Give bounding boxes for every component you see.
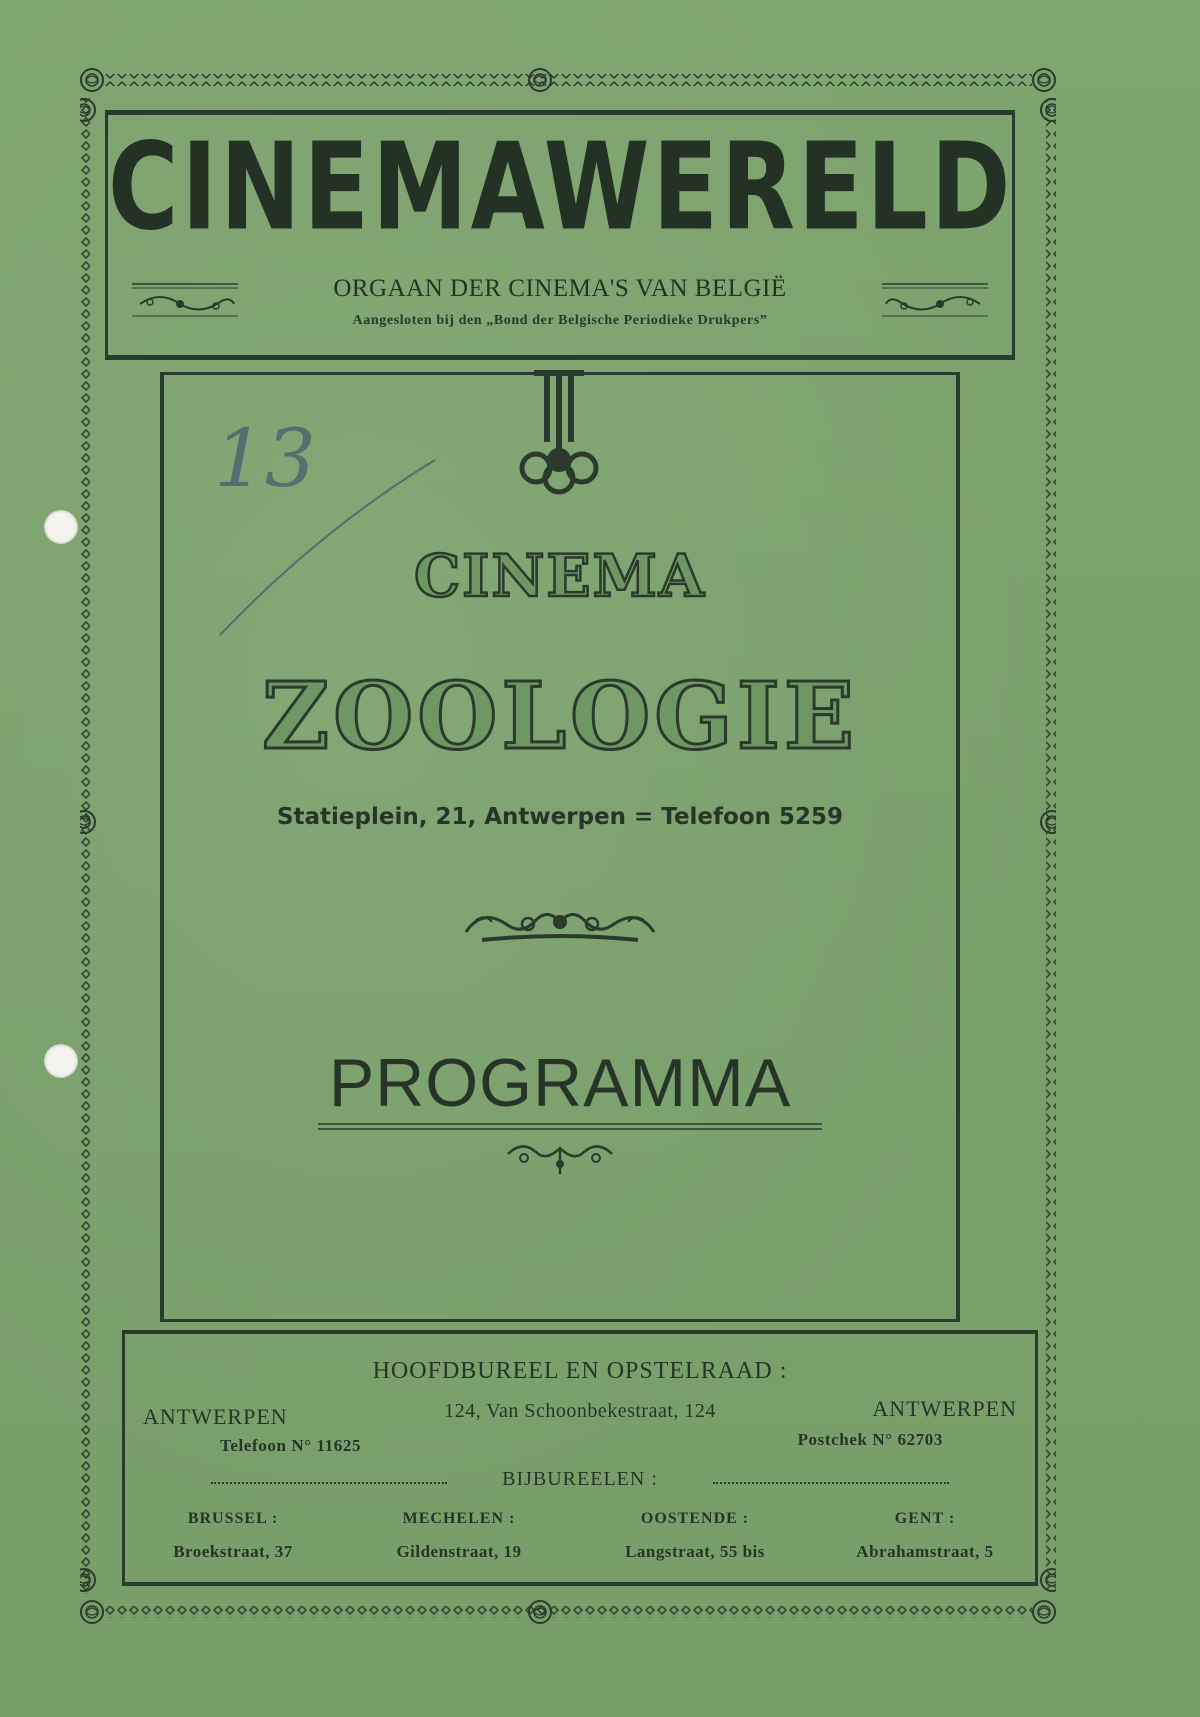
branch-gent bbox=[819, 1510, 1031, 1562]
branch-address: Langstraat, 55 bis bbox=[625, 1542, 765, 1561]
branch-name: GENT : bbox=[894, 1510, 956, 1527]
punch-hole-bottom bbox=[44, 1044, 78, 1078]
branch-address: Abrahamstraat, 5 bbox=[856, 1542, 994, 1561]
branch-brussel bbox=[133, 1510, 333, 1562]
branch-name: OOSTENDE : bbox=[640, 1510, 750, 1527]
cinema-address: Statieplein, 21, Antwerpen = Telefoon 5259 bbox=[276, 804, 844, 830]
panel-border bbox=[160, 372, 960, 1322]
branch-address: Gildenstraat, 19 bbox=[396, 1542, 522, 1561]
cinema-name: ZOOLOGIE bbox=[262, 662, 858, 770]
handwritten-number: 13 bbox=[214, 412, 316, 505]
head-office-telephone: Telefoon N° 11625 bbox=[220, 1436, 362, 1455]
branch-offices-heading: BIJBUREELEN : bbox=[502, 1468, 658, 1490]
city-right: ANTWERPEN bbox=[872, 1396, 1017, 1421]
head-office-heading: HOOFDBUREEL EN OPSTELRAAD : bbox=[372, 1358, 788, 1384]
masthead-subtitle: ORGAAN DER CINEMA'S VAN BELGIË bbox=[333, 275, 787, 302]
branch-name: BRUSSEL : bbox=[187, 1510, 279, 1527]
double-rule bbox=[318, 1122, 822, 1132]
branch-mechelen bbox=[359, 1510, 559, 1562]
branch-oostende bbox=[595, 1510, 795, 1562]
masthead-title: CINEMAWERELD bbox=[108, 117, 1014, 257]
scroll-flourish-icon bbox=[502, 1134, 618, 1178]
rings-emblem-icon bbox=[514, 370, 606, 500]
head-office-postcheck: Postchek N° 62703 bbox=[797, 1430, 943, 1449]
branch-address: Broekstraat, 37 bbox=[173, 1542, 293, 1561]
city-left: ANTWERPEN bbox=[143, 1404, 288, 1429]
dotted-rule-right bbox=[713, 1482, 949, 1484]
floral-ornament-icon bbox=[462, 902, 658, 946]
head-office-street: 124, Van Schoonbekestraat, 124 bbox=[444, 1400, 716, 1422]
cinema-word: CINEMA bbox=[414, 542, 706, 610]
masthead bbox=[105, 110, 1015, 360]
footer-offices bbox=[122, 1330, 1038, 1586]
punch-hole-top bbox=[44, 510, 78, 544]
program-title: PROGRAMMA bbox=[328, 1045, 792, 1121]
cinema-panel bbox=[140, 372, 980, 1330]
masthead-affiliation: Aangesloten bij den „Bond der Belgische Periodieke Drukpers” bbox=[352, 313, 768, 328]
branch-name: MECHELEN : bbox=[402, 1510, 516, 1527]
